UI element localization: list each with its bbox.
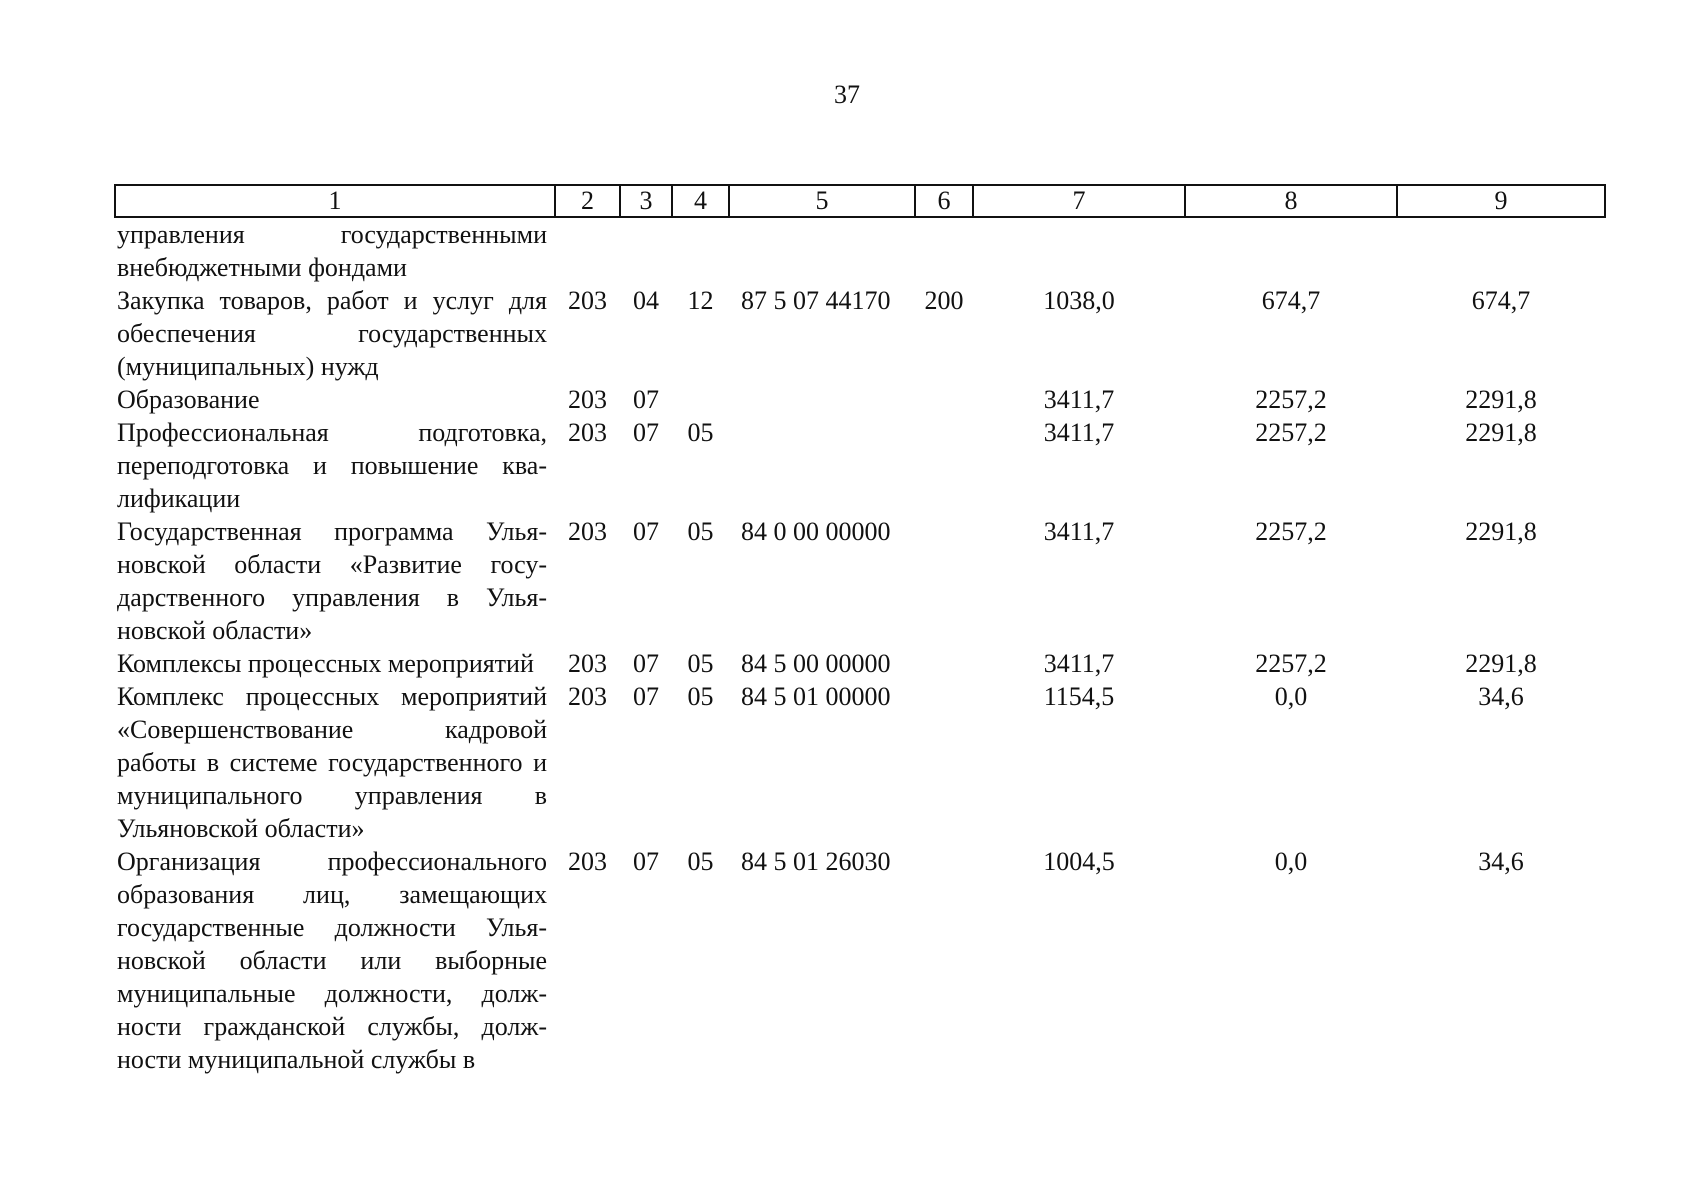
row-gr: 203 [568,286,607,315]
row-pr: 05 [687,418,714,447]
row-name: Комплексы процессных мероприятий [117,649,534,678]
row-value-1: 1154,5 [1043,682,1115,711]
column-header-3: 3 [620,185,672,217]
row-gr [555,217,620,284]
row-value-3: 2291,8 [1465,418,1537,447]
column-header-5: 5 [729,185,915,217]
row-value-2: 2257,2 [1255,649,1327,678]
row-name: Закупка товаров, работ и услуг для обеспечения государственных (муниципальных) нужд [117,286,547,381]
row-rz: 07 [633,385,659,414]
row-vr [915,845,973,1076]
row-value-1: 3411,7 [1043,385,1115,414]
column-header-6: 6 [915,185,973,217]
row-gr: 203 [568,385,607,414]
row-rz: 07 [633,682,659,711]
row-vr [915,217,973,284]
row-vr [915,647,973,680]
row-vr [915,680,973,845]
table-header-row [115,185,1605,217]
row-pr: 05 [687,682,714,711]
row-vr [915,416,973,515]
row-csr: 84 0 00 00000 [741,517,891,546]
row-rz: 07 [633,418,659,447]
row-value-2 [1185,217,1397,284]
row-value-3: 34,6 [1478,682,1524,711]
row-value-3: 674,7 [1471,286,1531,315]
table-row [115,217,1605,284]
row-rz [620,217,672,284]
row-pr: 12 [687,286,714,315]
row-csr: 84 5 01 26030 [741,847,891,876]
row-value-1: 1038,0 [1043,286,1115,315]
row-value-3: 2291,8 [1465,385,1537,414]
row-name: Комплекс процессных мероприятий «Совершенствование кадровой работы в системе государственного и муниципального управления в Ульяновской области» [117,682,547,843]
page-number: 37 [834,80,860,109]
row-value-2: 2257,2 [1255,385,1327,414]
row-vr [915,515,973,647]
row-value-2: 0,0 [1274,682,1308,711]
column-header-1: 1 [115,185,555,217]
row-value-3: 2291,8 [1465,517,1537,546]
row-value-2: 0,0 [1274,847,1308,876]
row-csr [729,217,915,284]
row-value-1 [973,217,1185,284]
budget-table [114,184,1606,1076]
row-value-3: 34,6 [1478,847,1524,876]
row-pr [672,217,729,284]
row-value-1: 3411,7 [1043,418,1115,447]
row-pr: 05 [687,847,714,876]
row-csr: 84 5 01 00000 [741,682,891,711]
row-gr: 203 [568,847,607,876]
row-csr: 87 5 07 44170 [741,286,891,315]
row-value-1: 3411,7 [1043,517,1115,546]
row-rz: 04 [633,286,659,315]
row-value-3 [1397,217,1605,284]
column-header-4: 4 [672,185,729,217]
row-gr: 203 [568,682,607,711]
table-row [115,845,1605,1076]
row-value-2: 2257,2 [1255,517,1327,546]
row-value-2: 2257,2 [1255,418,1327,447]
row-value-3: 2291,8 [1465,649,1537,678]
row-vr: 200 [924,286,964,315]
column-header-8: 8 [1185,185,1397,217]
table-row [115,647,1605,680]
table-row [115,416,1605,515]
row-csr [729,383,915,416]
table-row [115,284,1605,383]
row-gr: 203 [568,418,607,447]
row-name: Профессиональная подготовка, переподготовка и повышение квалификации [117,418,547,513]
table-row [115,680,1605,845]
row-vr [915,383,973,416]
row-csr [729,416,915,515]
row-pr: 05 [687,649,714,678]
row-name: Организация профессионального образования лиц, замещающих государственные должности Ульяновской области или выборные муниципальные должности, должности гражданской службы, должности муниципальной службы в [117,847,547,1074]
row-gr: 203 [568,649,607,678]
row-name: управления государственными внебюджетными фондами [117,220,547,282]
row-value-2: 674,7 [1261,286,1321,315]
row-pr: 05 [687,517,714,546]
row-pr [672,383,729,416]
row-value-1: 3411,7 [1043,649,1115,678]
column-header-2: 2 [555,185,620,217]
row-csr: 84 5 00 00000 [741,649,891,678]
column-header-7: 7 [973,185,1185,217]
row-gr: 203 [568,517,607,546]
row-rz: 07 [633,649,659,678]
row-value-1: 1004,5 [1043,847,1115,876]
table-row [115,383,1605,416]
row-name: Образование [117,385,260,414]
row-rz: 07 [633,517,659,546]
table-row [115,515,1605,647]
column-header-9: 9 [1397,185,1605,217]
row-name: Государственная программа Ульяновской области «Развитие государственного управления в Ульяновской области» [117,517,547,645]
row-rz: 07 [633,847,659,876]
